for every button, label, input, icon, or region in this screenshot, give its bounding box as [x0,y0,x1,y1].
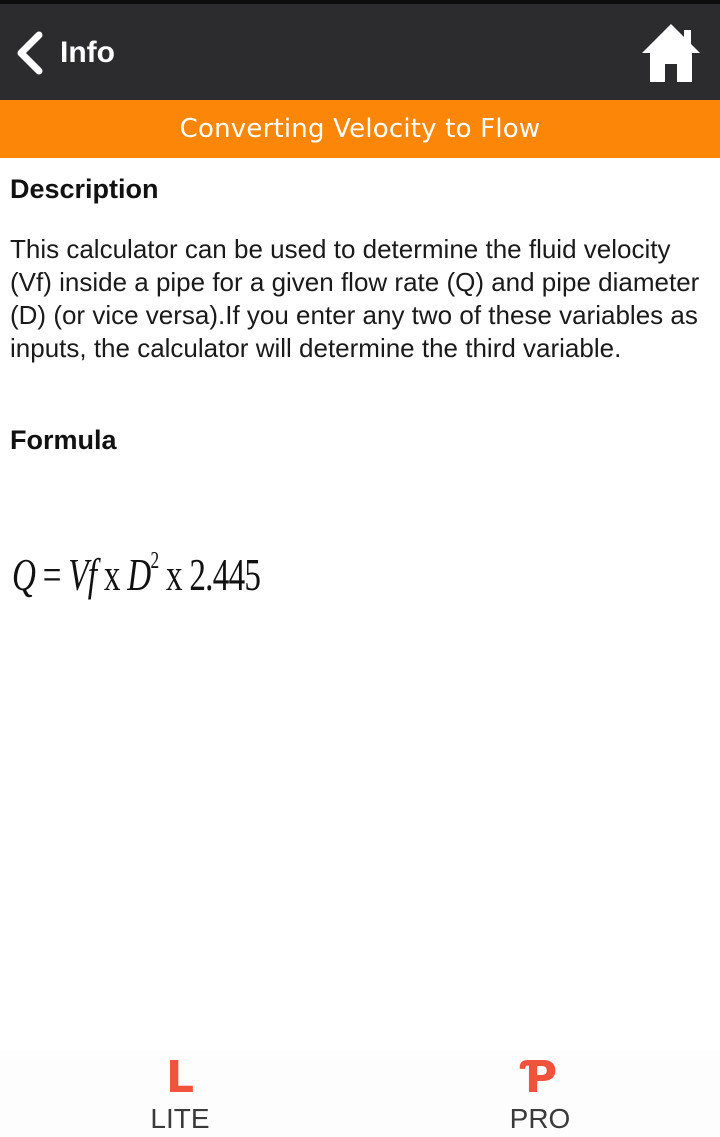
lite-letter-icon: L [165,1052,195,1103]
pro-button[interactable] [480,1052,600,1134]
home-icon [640,71,702,88]
formula-times-1: x [96,549,128,600]
pro-letter-icon: Ƥ [522,1052,558,1103]
page-title: Info [60,36,115,69]
pro-label: PRO [509,1103,571,1134]
formula-exponent: 2 [150,548,159,574]
formula-equals: = [35,549,69,600]
bottom-nav [0,1050,720,1137]
formula-times-2: x [158,549,190,600]
formula-expression [12,548,260,601]
formula-constant: 2.445 [189,549,261,600]
lite-button[interactable] [120,1052,240,1134]
formula-q: Q [12,549,36,600]
formula-d: D [127,549,151,600]
top-app-bar [0,0,720,100]
description-text: This calculator can be used to determine the fluid velocity (Vf) inside a pipe for a given flow rate (Q) and pipe diameter (D) (or vice versa).If you enter any two of these variables as inputs, the calculator will determine the third variable. [10,234,700,363]
formula-vf: Vf [68,549,97,600]
lite-label: LITE [150,1103,210,1134]
formula-heading: Formula [10,425,117,455]
home-button[interactable] [640,22,702,84]
subtitle-bar [0,100,720,158]
description-heading: Description [10,174,159,204]
page-subtitle: Converting Velocity to Flow [179,114,541,144]
back-button[interactable] [12,22,115,84]
chevron-left-icon [12,31,46,75]
